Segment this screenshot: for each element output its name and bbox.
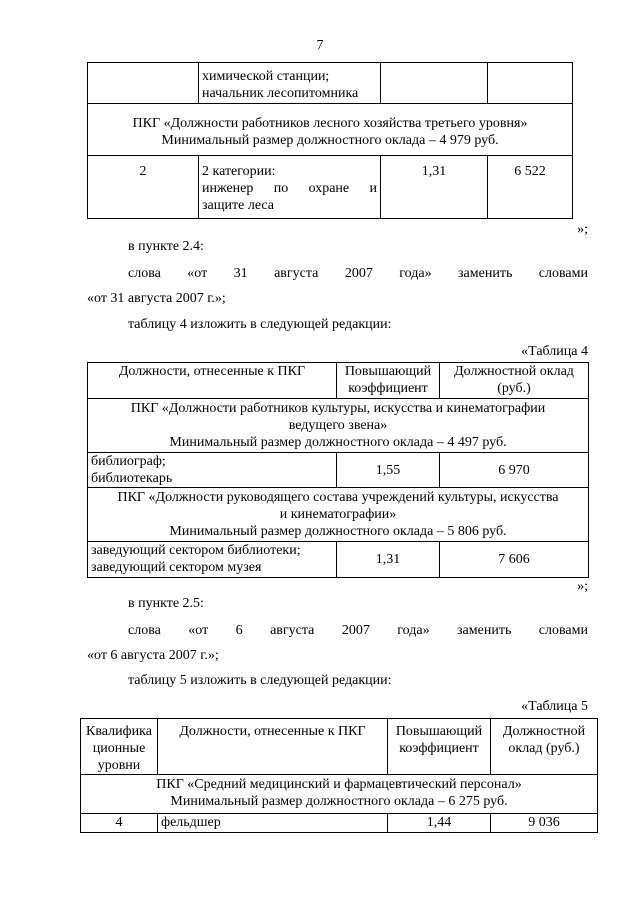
paragraph-line: слова «от 6 августа 2007 года» заменить словами: [128, 623, 588, 638]
column-header: Должности, отнесенные к ПКГ: [88, 363, 337, 399]
position-cell: 2 категории: инженер по охране и защите леса: [199, 156, 381, 219]
table-4: [87, 362, 589, 578]
salary-cell: 9 036: [491, 814, 598, 833]
group-header: ПКГ «Должности руководящего состава учреждений культуры, искусства и кинематографии» Минимальный размер должностного оклада – 5 806 руб.: [88, 488, 589, 542]
table-caption: «Таблица 5: [521, 699, 588, 714]
coef-cell: 1,31: [337, 542, 440, 578]
level-cell: 4: [81, 814, 158, 833]
table-row: [88, 156, 573, 219]
table-3: [87, 62, 573, 219]
group-header: ПКГ «Должности работников лесного хозяйства третьего уровня» Минимальный размер должностного оклада – 4 979 руб.: [88, 104, 573, 156]
group-header-row: [88, 488, 589, 542]
table-5: [80, 718, 598, 833]
group-header: ПКГ «Должности работников культуры, искусства и кинематографии ведущего звена» Минимальный размер должностного оклада – 4 497 руб.: [88, 399, 589, 453]
coef-cell: 1,31: [381, 156, 488, 219]
quote-close: »;: [577, 222, 588, 237]
position-cell: фельдшер: [158, 814, 388, 833]
paragraph-line: «от 31 августа 2007 г.»;: [87, 291, 226, 306]
table-cell: химической станции; начальник лесопитомника: [199, 63, 381, 104]
table-row: [88, 453, 589, 488]
table-header-row: [81, 719, 598, 775]
position-cell: заведующий сектором библиотеки; заведующий сектором музея: [88, 542, 337, 578]
table-row: [88, 542, 589, 578]
column-header: Повышающий коэффициент: [337, 363, 440, 399]
table-row: [88, 63, 573, 104]
group-header-row: [88, 104, 573, 156]
column-header: Должностной оклад (руб.): [491, 719, 598, 775]
level-cell: 2: [88, 156, 199, 219]
coef-cell: 1,44: [388, 814, 491, 833]
paragraph-instruction: таблицу 5 изложить в следующей редакции:: [128, 673, 392, 688]
column-header: Должностной оклад (руб.): [440, 363, 589, 399]
table-caption: «Таблица 4: [521, 344, 588, 359]
table-row: [81, 814, 598, 833]
paragraph-instruction: таблицу 4 изложить в следующей редакции:: [128, 317, 392, 332]
salary-cell: 6 522: [488, 156, 573, 219]
paragraph-heading: в пункте 2.4:: [128, 239, 204, 254]
column-header: Повышающий коэффициент: [388, 719, 491, 775]
coef-cell: 1,55: [337, 453, 440, 488]
position-cell: библиограф; библиотекарь: [88, 453, 337, 488]
group-header: ПКГ «Средний медицинский и фармацевтический персонал» Минимальный размер должностного оклада – 6 275 руб.: [81, 775, 598, 814]
table-header-row: [88, 363, 589, 399]
group-header-row: [81, 775, 598, 814]
paragraph-line: «от 6 августа 2007 г.»;: [87, 648, 219, 663]
column-header: Квалифика ционные уровни: [81, 719, 158, 775]
paragraph-heading: в пункте 2.5:: [128, 596, 204, 611]
group-header-row: [88, 399, 589, 453]
salary-cell: 6 970: [440, 453, 589, 488]
salary-cell: 7 606: [440, 542, 589, 578]
quote-close: »;: [577, 579, 588, 594]
page-number: 7: [316, 38, 324, 53]
column-header: Должности, отнесенные к ПКГ: [158, 719, 388, 775]
paragraph-line: слова «от 31 августа 2007 года» заменить словами: [128, 266, 588, 281]
